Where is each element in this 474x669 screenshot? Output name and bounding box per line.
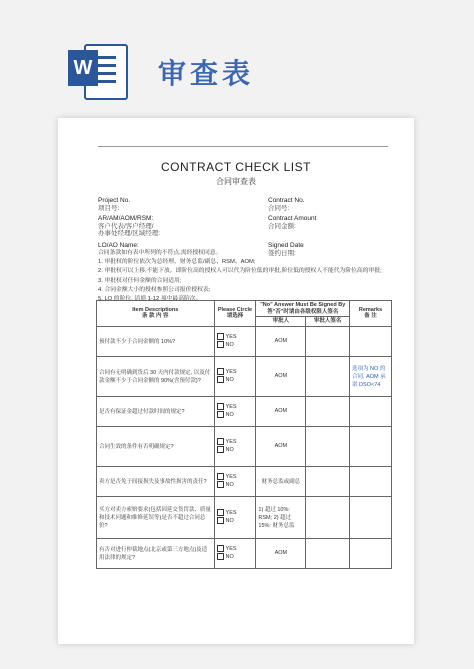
no-checkbox[interactable] [217, 517, 224, 524]
yes-no-cell: YES NO [214, 496, 256, 538]
signature-cell[interactable] [306, 466, 350, 496]
note-item: 3. 审批权对任何金额的合同适用; [98, 277, 182, 284]
approver-cell: AOM [256, 326, 306, 356]
yes-checkbox[interactable] [217, 545, 224, 552]
signed-date-field: Signed Date 签约日期: [268, 242, 304, 257]
yes-checkbox[interactable] [217, 438, 224, 445]
yes-checkbox[interactable] [217, 403, 224, 410]
table-row [97, 496, 392, 538]
remark-cell [350, 466, 392, 496]
word-icon [66, 40, 128, 102]
no-checkbox[interactable] [217, 553, 224, 560]
doc-subtitle: 合同审查表 [216, 177, 256, 186]
remark-cell [350, 496, 392, 538]
approver-cell: AOM [256, 396, 306, 426]
remark-cell [350, 426, 392, 466]
table-row [97, 426, 392, 466]
project-no-field: Project No. 项目号: [98, 197, 131, 212]
item-cell: 是否有保证金超过付款时间的规定? [97, 396, 215, 426]
header-approver: 审批人 [256, 317, 306, 327]
rsm-field: AR/AM/AOM/RSM: 客户代表/客户经理/ 办事处经理/区域经理: [98, 215, 161, 237]
no-checkbox[interactable] [217, 376, 224, 383]
item-cell: 预付款不少于合同金额的 10%? [97, 326, 215, 356]
approver-cell: AOM [256, 538, 306, 568]
header-approver-sign: 审批人签名 [306, 317, 350, 327]
table-row [97, 326, 392, 356]
header-answer: "No" Answer Must Be Signed By 答"否"时请由各级权限人签名 [256, 301, 350, 317]
signature-cell[interactable] [306, 496, 350, 538]
table-row [97, 356, 392, 396]
signature-cell[interactable] [306, 396, 350, 426]
page-title: 审查表 [158, 57, 255, 90]
item-cell: 合同有无明确到货后 30 天内付款规定, 以及付款金额不少于合同金额的 90%(含预付款)? [97, 356, 215, 396]
remark-cell: 选项为 NO 的合同, AOM 承诺 DSO<74 [350, 356, 392, 396]
no-checkbox[interactable] [217, 411, 224, 418]
no-checkbox[interactable] [217, 446, 224, 453]
header-remarks: Remarks 备 注 [350, 301, 392, 327]
table-row [97, 396, 392, 426]
yes-no-cell: YES NO [214, 538, 256, 568]
item-cell: 有否对进行仲裁地点(北京或第三方地点)及适用法律的规定? [97, 538, 215, 568]
approver-cell: 1) 超过 10%: RSM; 2) 超过 15%: 财务总监 [256, 496, 306, 538]
item-cell: 合同生效的条件有否明确规定? [97, 426, 215, 466]
yes-checkbox[interactable] [217, 333, 224, 340]
yes-no-cell: YES NO [214, 426, 256, 466]
page-header [0, 0, 474, 110]
item-cell: 卖方是否免于间接损失及事故性损害的责任? [97, 466, 215, 496]
signature-cell[interactable] [306, 426, 350, 466]
loao-field: LO/AO Name: [98, 242, 139, 249]
note-item: 合同条款如有表中所列的不符点,需经授权同意。 [98, 250, 222, 256]
header-circle: Please Circle 请选择 [214, 301, 256, 327]
no-checkbox[interactable] [217, 341, 224, 348]
approver-cell: AOM [256, 356, 306, 396]
yes-no-cell: YES NO [214, 326, 256, 356]
notes-list [98, 250, 388, 305]
signature-cell[interactable] [306, 326, 350, 356]
note-item: 4. 合同金额大小的授权参照公司报价授权表; [98, 286, 211, 293]
remark-cell [350, 326, 392, 356]
table-row [97, 538, 392, 568]
signature-cell[interactable] [306, 356, 350, 396]
note-item: 2. 审批权可以上移,不能下放。即阶位高的授权人可以代为阶位低的审批,阶位低的授权人不能代为阶位高的审批; [98, 268, 382, 275]
note-item: 1. 审批权的阶位依次为总经理、财务总监/副总、RSM、AOM; [98, 259, 256, 266]
remark-cell [350, 538, 392, 568]
note-item: 5. LO 的阶位, 请填 1-12 项中最高阶次。 [98, 296, 202, 303]
signature-cell[interactable] [306, 538, 350, 568]
doc-title: CONTRACT CHECK LIST [161, 160, 311, 174]
item-cell: 买方对卖方索赔要求(包括因延交货罚款、质量和技术问题和维修延误等)是否不超过合同总价? [97, 496, 215, 538]
contract-no-field: Contract No. 合同号: [268, 197, 305, 212]
document-page [58, 118, 414, 644]
no-checkbox[interactable] [217, 481, 224, 488]
yes-no-cell: YES NO [214, 466, 256, 496]
yes-checkbox[interactable] [217, 509, 224, 516]
yes-no-cell: YES NO [214, 396, 256, 426]
yes-checkbox[interactable] [217, 473, 224, 480]
header-item: Item Descriptions 条 款 内 容 [97, 301, 215, 327]
amount-field: Contract Amount 合同金额: [268, 215, 317, 230]
yes-no-cell: YES NO [214, 356, 256, 396]
word-letter: W [68, 50, 98, 86]
yes-checkbox[interactable] [217, 368, 224, 375]
checklist-table [96, 300, 392, 569]
remark-cell [350, 396, 392, 426]
divider [98, 146, 388, 147]
table-row [97, 466, 392, 496]
table-header-row [97, 301, 392, 317]
approver-cell: 财务总监或副总 [256, 466, 306, 496]
approver-cell: AOM [256, 426, 306, 466]
